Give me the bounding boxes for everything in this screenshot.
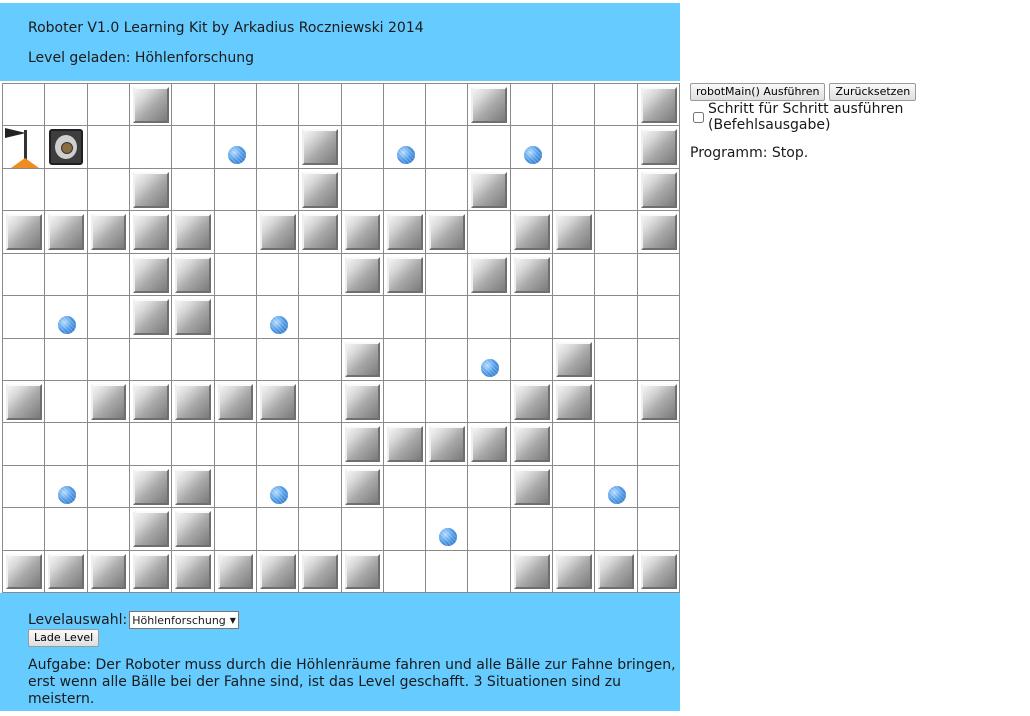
grid-cell bbox=[552, 422, 595, 465]
grid-cell bbox=[594, 465, 637, 508]
grid-cell bbox=[256, 507, 299, 550]
grid-cell bbox=[44, 422, 87, 465]
ball-icon bbox=[397, 146, 415, 164]
wall-cell bbox=[510, 465, 553, 508]
grid-cell bbox=[87, 168, 130, 211]
grid-cell bbox=[552, 295, 595, 338]
grid-cell bbox=[256, 125, 299, 168]
wall-cell bbox=[171, 295, 214, 338]
grid-cell bbox=[298, 295, 341, 338]
ball-icon bbox=[228, 146, 246, 164]
grid-cell bbox=[467, 507, 510, 550]
grid-cell bbox=[594, 253, 637, 296]
wall-cell bbox=[87, 380, 130, 423]
wall-cell bbox=[510, 253, 553, 296]
grid-cell bbox=[467, 550, 510, 593]
grid-cell bbox=[256, 295, 299, 338]
reset-button[interactable]: Zurücksetzen bbox=[829, 83, 916, 101]
grid-cell bbox=[214, 83, 257, 126]
grid-cell bbox=[594, 168, 637, 211]
game-grid bbox=[2, 83, 680, 593]
grid-cell bbox=[87, 125, 130, 168]
grid-cell bbox=[594, 338, 637, 381]
grid-cell bbox=[44, 380, 87, 423]
wall-cell bbox=[129, 253, 172, 296]
grid-cell bbox=[341, 168, 384, 211]
wall-cell bbox=[171, 507, 214, 550]
grid-cell bbox=[594, 125, 637, 168]
grid-cell bbox=[552, 168, 595, 211]
wall-cell bbox=[298, 168, 341, 211]
grid-cell bbox=[425, 465, 468, 508]
wall-cell bbox=[2, 380, 45, 423]
grid-cell bbox=[341, 507, 384, 550]
program-status: Programm: Stop. bbox=[690, 145, 809, 161]
wall-cell bbox=[87, 550, 130, 593]
grid-cell bbox=[171, 422, 214, 465]
wall-cell bbox=[2, 210, 45, 253]
grid-cell bbox=[510, 338, 553, 381]
wall-cell bbox=[171, 550, 214, 593]
wall-cell bbox=[129, 507, 172, 550]
grid-cell bbox=[383, 295, 426, 338]
grid-cell bbox=[2, 465, 45, 508]
wall-cell bbox=[467, 253, 510, 296]
grid-cell bbox=[383, 83, 426, 126]
wall-cell bbox=[341, 253, 384, 296]
grid-cell bbox=[2, 338, 45, 381]
step-by-step-label: Schritt für Schritt ausführen (Befehlsausgabe) bbox=[708, 101, 904, 133]
ball-icon bbox=[481, 359, 499, 377]
grid-cell bbox=[425, 253, 468, 296]
wall-cell bbox=[256, 210, 299, 253]
grid-cell bbox=[383, 550, 426, 593]
grid-cell bbox=[256, 83, 299, 126]
grid-cell bbox=[44, 253, 87, 296]
grid-cell bbox=[637, 507, 680, 550]
grid-cell bbox=[298, 422, 341, 465]
grid-cell bbox=[552, 253, 595, 296]
wall-cell bbox=[129, 168, 172, 211]
grid-cell bbox=[298, 83, 341, 126]
grid-cell bbox=[171, 168, 214, 211]
ball-icon bbox=[270, 316, 288, 334]
grid-cell bbox=[2, 125, 45, 168]
grid-cell bbox=[594, 422, 637, 465]
grid-cell bbox=[214, 253, 257, 296]
grid-cell bbox=[425, 295, 468, 338]
grid-cell bbox=[425, 168, 468, 211]
wall-cell bbox=[87, 210, 130, 253]
grid-cell bbox=[44, 125, 87, 168]
wall-cell bbox=[44, 210, 87, 253]
wall-cell bbox=[44, 550, 87, 593]
task-description: Aufgabe: Der Roboter muss durch die Höhlenräume fahren und alle Bälle zur Fahne bringen, erst wenn alle Bälle bei der Fahne sind, ist das Level geschafft. 3 Situationen sind zu meistern. bbox=[28, 657, 676, 707]
grid-cell bbox=[510, 125, 553, 168]
grid-cell bbox=[44, 338, 87, 381]
grid-cell bbox=[256, 422, 299, 465]
grid-cell bbox=[552, 507, 595, 550]
level-select-label: Levelauswahl: bbox=[28, 612, 128, 628]
wall-cell bbox=[510, 422, 553, 465]
grid-cell bbox=[467, 465, 510, 508]
ball-icon bbox=[524, 146, 542, 164]
flag-icon bbox=[3, 126, 45, 168]
grid-cell bbox=[383, 168, 426, 211]
grid-cell bbox=[44, 168, 87, 211]
wall-cell bbox=[341, 380, 384, 423]
grid-cell bbox=[383, 507, 426, 550]
wall-cell bbox=[341, 210, 384, 253]
wall-cell bbox=[129, 465, 172, 508]
wall-cell bbox=[467, 422, 510, 465]
grid-cell bbox=[594, 83, 637, 126]
wall-cell bbox=[510, 210, 553, 253]
grid-cell bbox=[383, 465, 426, 508]
wall-cell bbox=[214, 550, 257, 593]
grid-cell bbox=[637, 465, 680, 508]
grid-cell bbox=[637, 422, 680, 465]
wall-cell bbox=[129, 295, 172, 338]
grid-cell bbox=[171, 338, 214, 381]
grid-cell bbox=[425, 338, 468, 381]
wall-cell bbox=[637, 168, 680, 211]
wall-cell bbox=[637, 83, 680, 126]
grid-cell bbox=[467, 125, 510, 168]
grid-cell bbox=[44, 83, 87, 126]
ball-icon bbox=[58, 316, 76, 334]
step-by-step-checkbox[interactable] bbox=[693, 112, 704, 123]
wall-cell bbox=[552, 338, 595, 381]
wall-cell bbox=[256, 380, 299, 423]
grid-cell bbox=[510, 83, 553, 126]
wall-cell bbox=[510, 380, 553, 423]
run-robotmain-button[interactable]: robotMain() Ausführen bbox=[690, 83, 825, 101]
header-banner bbox=[0, 3, 680, 81]
grid-cell bbox=[383, 125, 426, 168]
grid-cell bbox=[383, 380, 426, 423]
grid-cell bbox=[214, 507, 257, 550]
wall-cell bbox=[171, 253, 214, 296]
grid-cell bbox=[425, 507, 468, 550]
grid-cell bbox=[341, 125, 384, 168]
grid-cell bbox=[510, 168, 553, 211]
grid-cell bbox=[256, 168, 299, 211]
wall-cell bbox=[383, 253, 426, 296]
grid-cell bbox=[2, 168, 45, 211]
grid-cell bbox=[467, 295, 510, 338]
grid-cell bbox=[214, 210, 257, 253]
grid-cell bbox=[510, 507, 553, 550]
grid-cell bbox=[383, 338, 426, 381]
grid-cell bbox=[341, 83, 384, 126]
grid-cell bbox=[594, 507, 637, 550]
robot-icon bbox=[49, 129, 83, 165]
wall-cell bbox=[341, 550, 384, 593]
grid-cell bbox=[256, 465, 299, 508]
grid-cell bbox=[87, 253, 130, 296]
level-select-value: Höhlenforschung bbox=[132, 613, 226, 627]
wall-cell bbox=[298, 125, 341, 168]
grid-cell bbox=[552, 125, 595, 168]
level-loaded-status: Level geladen: Höhlenforschung bbox=[28, 50, 255, 66]
wall-cell bbox=[467, 83, 510, 126]
wall-cell bbox=[637, 380, 680, 423]
wall-cell bbox=[214, 380, 257, 423]
wall-cell bbox=[425, 210, 468, 253]
ball-icon bbox=[608, 486, 626, 504]
wall-cell bbox=[552, 550, 595, 593]
wall-cell bbox=[637, 210, 680, 253]
grid-cell bbox=[341, 295, 384, 338]
grid-cell bbox=[510, 295, 553, 338]
grid-cell bbox=[298, 465, 341, 508]
wall-cell bbox=[171, 210, 214, 253]
wall-cell bbox=[129, 380, 172, 423]
grid-cell bbox=[637, 295, 680, 338]
wall-cell bbox=[467, 168, 510, 211]
grid-cell bbox=[425, 380, 468, 423]
wall-cell bbox=[637, 125, 680, 168]
grid-cell bbox=[298, 507, 341, 550]
grid-cell bbox=[298, 380, 341, 423]
grid-cell bbox=[2, 422, 45, 465]
wall-cell bbox=[171, 380, 214, 423]
ball-icon bbox=[58, 486, 76, 504]
grid-cell bbox=[2, 83, 45, 126]
grid-cell bbox=[425, 550, 468, 593]
footer-panel bbox=[0, 593, 680, 711]
grid-cell bbox=[467, 338, 510, 381]
grid-cell bbox=[425, 125, 468, 168]
grid-cell bbox=[552, 465, 595, 508]
wall-cell bbox=[256, 550, 299, 593]
dropdown-arrow-icon: ▼ bbox=[229, 615, 236, 625]
grid-cell bbox=[2, 295, 45, 338]
grid-cell bbox=[44, 465, 87, 508]
wall-cell bbox=[341, 465, 384, 508]
control-panel bbox=[690, 83, 1030, 161]
grid-cell bbox=[214, 338, 257, 381]
wall-cell bbox=[129, 210, 172, 253]
wall-cell bbox=[637, 550, 680, 593]
grid-cell bbox=[2, 507, 45, 550]
grid-cell bbox=[298, 338, 341, 381]
wall-cell bbox=[383, 210, 426, 253]
grid-cell bbox=[129, 125, 172, 168]
grid-cell bbox=[214, 168, 257, 211]
wall-cell bbox=[594, 550, 637, 593]
wall-cell bbox=[129, 83, 172, 126]
grid-cell bbox=[44, 507, 87, 550]
grid-cell bbox=[214, 465, 257, 508]
grid-cell bbox=[256, 338, 299, 381]
grid-cell bbox=[256, 253, 299, 296]
wall-cell bbox=[129, 550, 172, 593]
grid-cell bbox=[594, 210, 637, 253]
wall-cell bbox=[341, 422, 384, 465]
grid-cell bbox=[214, 295, 257, 338]
grid-cell bbox=[171, 125, 214, 168]
step-by-step-option[interactable] bbox=[690, 101, 1030, 133]
grid-cell bbox=[594, 295, 637, 338]
wall-cell bbox=[341, 338, 384, 381]
grid-cell bbox=[214, 125, 257, 168]
wall-cell bbox=[171, 465, 214, 508]
wall-cell bbox=[552, 380, 595, 423]
grid-cell bbox=[425, 83, 468, 126]
grid-cell bbox=[87, 83, 130, 126]
grid-cell bbox=[129, 422, 172, 465]
grid-cell bbox=[87, 507, 130, 550]
grid-cell bbox=[637, 338, 680, 381]
grid-cell bbox=[129, 338, 172, 381]
grid-cell bbox=[214, 422, 257, 465]
grid-cell bbox=[87, 338, 130, 381]
wall-cell bbox=[425, 422, 468, 465]
load-level-button[interactable]: Lade Level bbox=[28, 629, 99, 647]
ball-icon bbox=[270, 486, 288, 504]
wall-cell bbox=[510, 550, 553, 593]
grid-cell bbox=[594, 380, 637, 423]
grid-cell bbox=[171, 83, 214, 126]
wall-cell bbox=[298, 550, 341, 593]
level-select-dropdown[interactable] bbox=[129, 611, 239, 629]
grid-cell bbox=[44, 295, 87, 338]
grid-cell bbox=[87, 465, 130, 508]
wall-cell bbox=[298, 210, 341, 253]
grid-cell bbox=[467, 380, 510, 423]
grid-cell bbox=[552, 83, 595, 126]
grid-cell bbox=[467, 210, 510, 253]
grid-cell bbox=[298, 253, 341, 296]
grid-cell bbox=[87, 295, 130, 338]
grid-cell bbox=[2, 253, 45, 296]
grid-cell bbox=[87, 422, 130, 465]
wall-cell bbox=[2, 550, 45, 593]
app-title: Roboter V1.0 Learning Kit by Arkadius Roczniewski 2014 bbox=[28, 20, 424, 36]
grid-cell bbox=[637, 253, 680, 296]
ball-icon bbox=[439, 528, 457, 546]
wall-cell bbox=[383, 422, 426, 465]
wall-cell bbox=[552, 210, 595, 253]
